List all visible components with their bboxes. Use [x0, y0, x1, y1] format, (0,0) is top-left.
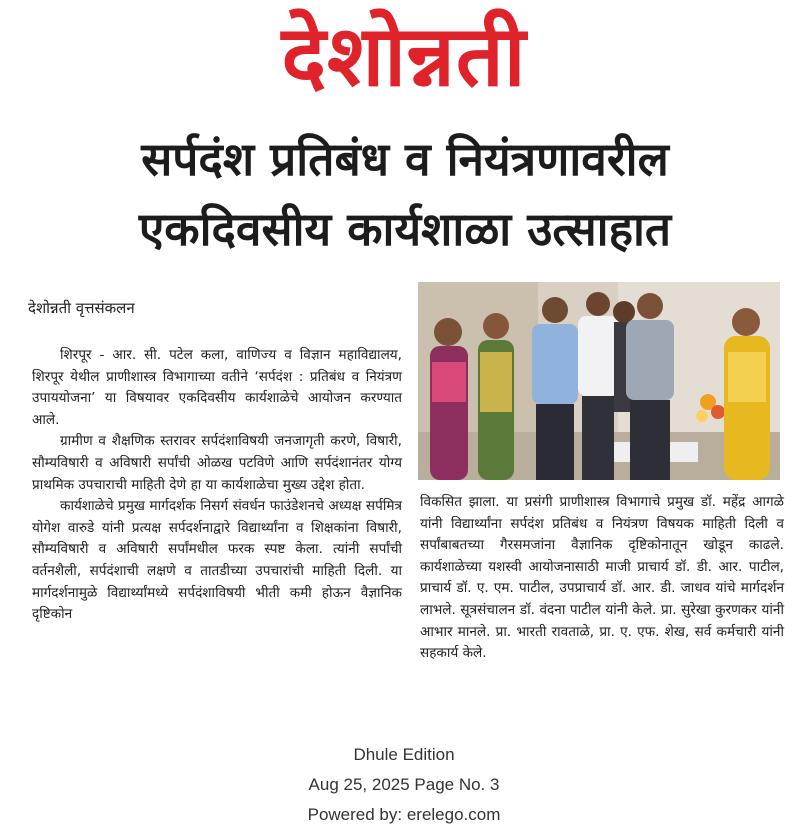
edition-label: Dhule Edition — [353, 745, 455, 764]
article-left-column — [32, 345, 402, 626]
date-page-label: Aug 25, 2025 Page No. 3 — [308, 775, 500, 794]
headline-line-1: सर्पदंश प्रतिबंध व नियंत्रणावरील — [141, 132, 669, 186]
article-paragraph: विकसित झाला. या प्रसंगी प्राणीशास्त्र विभागाचे प्रमुख डॉ. महेंद्र आगळे यांनी विद्यार्थ्यांना सर्पदंश प्रतिबंध व नियंत्रण विषयक माहिती दिली व सर्पांबाबतच्या गैरसमजांना वैज्ञानिक दृष्टिकोनातून खोडून काढले. कार्यशाळेच्या यशस्वी आयोजनासाठी माजी प्राचार्य डॉ. डी. आर. पाटील, प्राचार्य डॉ. ए. एम. पाटील, उपप्राचार्य डॉ. आर. डी. जाधव यांचे मार्गदर्शन लाभले. सूत्रसंचालन डॉ. वंदना पाटील यांनी केले. प्रा. सुरेखा कुरणकर यांनी आभार मानले. प्रा. भारती रावताळे, प्रा. ए. एफ. शेख, सर्व कर्मचारी यांनी सहकार्य केले. — [420, 494, 784, 662]
byline: देशोन्नती वृत्तसंकलन — [28, 299, 135, 317]
article-paragraph: कार्यशाळेचे प्रमुख मार्गदर्शक निसर्ग संवर्धन फाउंडेशनचे अध्यक्ष सर्पमित्र योगेश वारुडे यांनी प्रत्यक्ष सर्पदर्शनाद्वारे विद्यार्थ्यांना व शिक्षकांना विषारी, सौम्यविषारी व अविषारी सर्पांमधील फरक स्पष्ट केला. त्यांनी सर्पांची वर्तनशैली, सर्पदंशाची लक्षणे व तातडीच्या उपचारांची माहिती दिली. या मार्गदर्शनामुळे विद्यार्थ्यांमध्ये सर्पदंशाविषयी भीती कमी होऊन वैज्ञानिक दृष्टिकोन — [32, 498, 402, 623]
article-paragraph: ग्रामीण व शैक्षणिक स्तरावर सर्पदंशाविषयी जनजागृती करणे, विषारी, सौम्यविषारी व अविषारी सर्पांची ओळख पटविणे आणि सर्पदंशानंतर योग्य प्राथमिक उपचाराची माहिती देणे हा या कार्यशाळेचा मुख्य उद्देश होता. — [32, 433, 402, 493]
article-right-column — [420, 492, 784, 665]
event-photo — [418, 282, 780, 480]
masthead — [0, 0, 808, 112]
group-photo-image — [418, 282, 780, 480]
newspaper-title: देशोन्नती — [281, 7, 527, 105]
powered-by-label: Powered by: erelego.com — [307, 805, 501, 824]
article-paragraph: शिरपूर - आर. सी. पटेल कला, वाणिज्य व विज्ञान महाविद्यालय, शिरपूर येथील प्राणीशास्त्र विभागाच्या वतीने ‘सर्पदंश : प्रतिबंध व नियंत्रण उपाययोजना’ या विषयावर एकदिवसीय कार्यशाळेचे आयोजन करण्यात आले. — [32, 347, 402, 428]
headline-line-2: एकदिवसीय कार्यशाळा उत्साहात — [138, 202, 672, 256]
